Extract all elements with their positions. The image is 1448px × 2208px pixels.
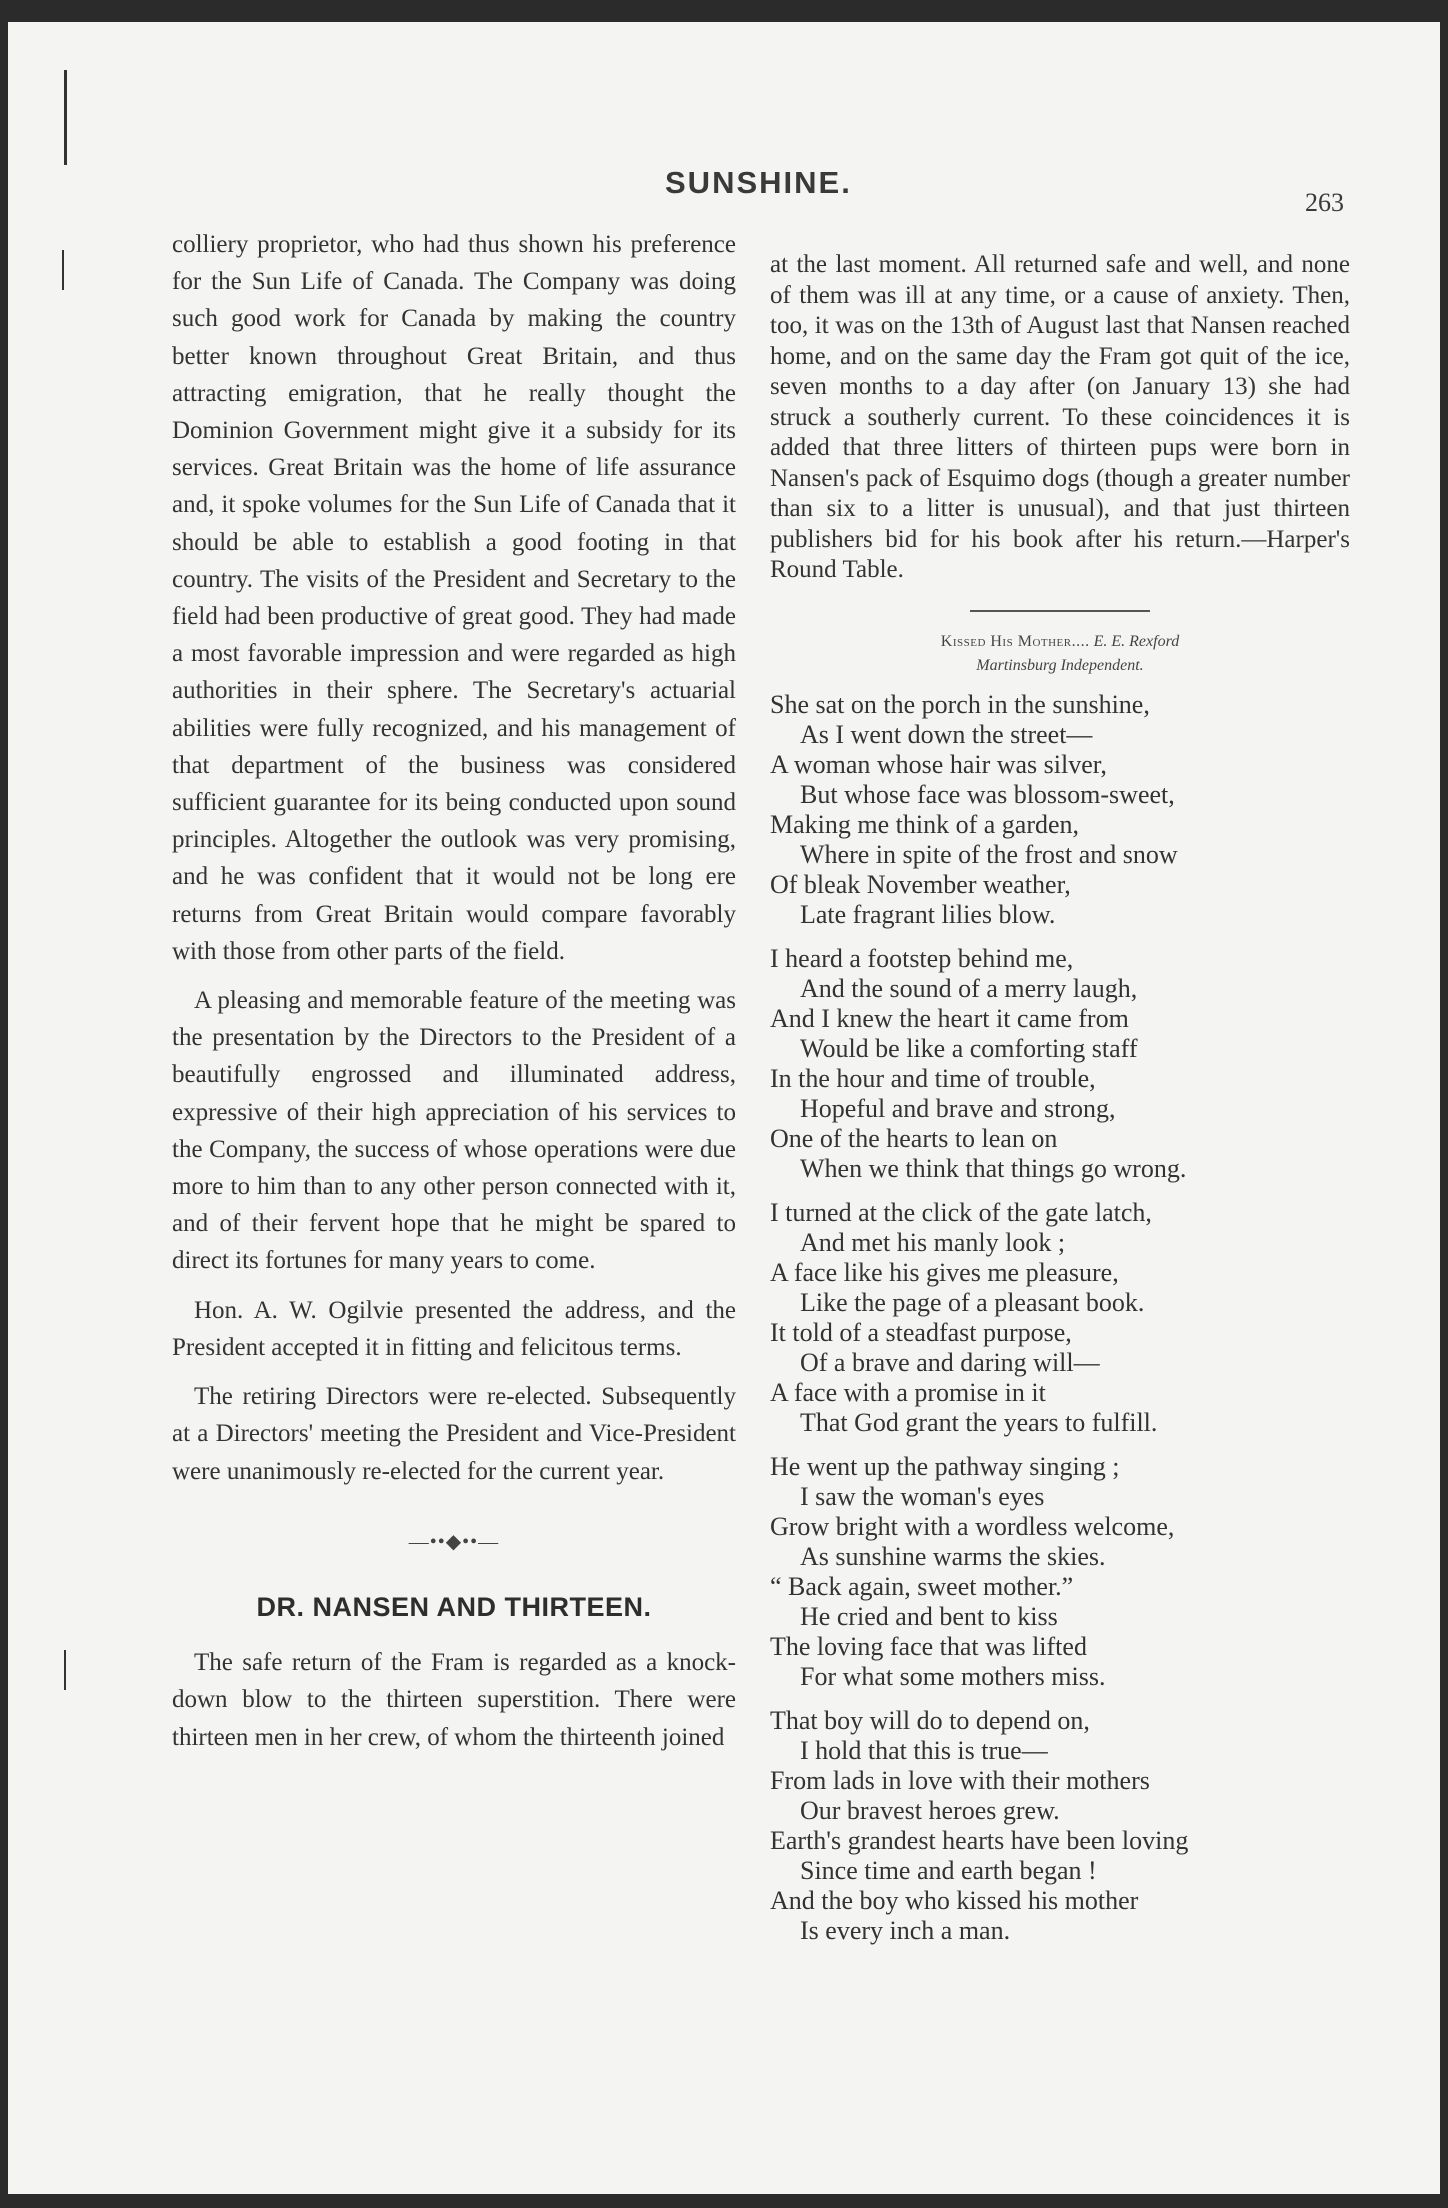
poem-line: Like the page of a pleasant book.	[800, 1287, 1145, 1317]
page-number: 263	[1305, 188, 1344, 217]
poem-line: That boy will do to depend on,	[770, 1705, 1090, 1735]
right-column	[770, 250, 1350, 1960]
section-ornament: —••◆••—	[408, 1530, 500, 1553]
poem-line: I turned at the click of the gate latch,	[770, 1197, 1152, 1227]
poem-line: For what some mothers miss.	[800, 1661, 1106, 1691]
poem-line: Is every inch a man.	[800, 1915, 1011, 1945]
poem-line: In the hour and time of trouble,	[770, 1063, 1096, 1093]
poem-credit	[770, 630, 1350, 678]
poem-line: Late fragrant lilies blow.	[800, 899, 1056, 929]
section-heading: DR. NANSEN AND THIRTEEN.	[256, 1591, 652, 1622]
poem-line: “ Back again, sweet mother.”	[770, 1571, 1074, 1601]
poem-line: Since time and earth began !	[800, 1855, 1097, 1885]
poem-line: Where in spite of the frost and snow	[800, 839, 1178, 869]
poem-line: But whose face was blossom-sweet,	[800, 779, 1175, 809]
poem-line: And met his manly look ;	[800, 1227, 1066, 1257]
poem-line: The loving face that was lifted	[770, 1631, 1087, 1661]
poem-author: E. E. Rexford	[1093, 632, 1180, 650]
poem-line: I saw the woman's eyes	[800, 1481, 1045, 1511]
left-column	[172, 226, 736, 1756]
article-paragraph: colliery proprietor, who had thus shown his preference for the Sun Life of Canada. The Company was doing such good work for Canada by making the country better known throughout Great Britain, and thus attracting emigration, that he really thought the Dominion Government might give it a subsidy for its services. Great Britain was the home of life assurance and, it spoke volumes for the Sun Life of Canada that it should be able to establish a good footing in that country. The visits of the President and Secretary to the field had been productive of great good. They had made a most favorable impression and were regarded as high authorities in their sphere. The Secretary's actuarial abilities were fully recognized, and his management of that department of the business was considered sufficient guarantee for its being conducted upon sound principles. Altogether the outlook was very promising, and he was confident that it would not be long ere returns from Great Britain would compare favorably with those from other parts of the field.	[172, 231, 736, 965]
poem-line: I heard a footstep behind me,	[770, 943, 1074, 973]
poem-line: A face with a promise in it	[770, 1377, 1046, 1407]
poem-line: Of bleak November weather,	[770, 869, 1071, 899]
poem-line: And the boy who kissed his mother	[770, 1885, 1139, 1915]
poem-stanza	[770, 1706, 1350, 1946]
poem-line: Our bravest heroes grew.	[800, 1795, 1060, 1825]
poem	[770, 690, 1350, 1946]
poem-line: From lads in love with their mothers	[770, 1765, 1150, 1795]
poem-line: A face like his gives me pleasure,	[770, 1257, 1119, 1287]
poem-line: A woman whose hair was silver,	[770, 749, 1107, 779]
poem-stanza	[770, 1452, 1350, 1692]
poem-line: Earth's grandest hearts have been loving	[770, 1825, 1189, 1855]
nansen-continued: at the last moment. All returned safe and well, and none of them was ill at any time, or a cause of anxiety. Then, too, it was on the 13th of August last that Nansen reached home, and on the same day the Fram got quit of the ice, seven months to a day after (on January 13) she had struck a southerly current. To these coincidences it is added that three litters of thirteen pups were born in Nansen's pack of Esquimo dogs (though a greater number than six to a litter is unusual), and that just thirteen publishers bid for his book after his return.—Harper's Round Table.	[770, 251, 1350, 583]
poem-line: Would be like a comforting staff	[800, 1033, 1138, 1063]
poem-line: She sat on the porch in the sunshine,	[770, 689, 1150, 719]
page-header-title: SUNSHINE.	[665, 165, 852, 200]
poem-line: As sunshine warms the skies.	[800, 1541, 1106, 1571]
poem-line: It told of a steadfast purpose,	[770, 1317, 1072, 1347]
poem-line: Hopeful and brave and strong,	[800, 1093, 1116, 1123]
poem-line: As I went down the street—	[800, 719, 1093, 749]
poem-line: He cried and bent to kiss	[800, 1601, 1058, 1631]
poem-line: One of the hearts to lean on	[770, 1123, 1058, 1153]
divider-rule	[970, 610, 1150, 612]
poem-line: When we think that things go wrong.	[800, 1153, 1187, 1183]
poem-line: I hold that this is true—	[800, 1735, 1048, 1765]
binding-mark	[64, 70, 67, 165]
poem-title: Kissed His Mother....	[940, 632, 1090, 650]
binding-mark	[62, 250, 64, 290]
poem-line: And I knew the heart it came from	[770, 1003, 1129, 1033]
poem-source: Martinsburg Independent.	[976, 656, 1144, 674]
poem-line: He went up the pathway singing ;	[770, 1451, 1120, 1481]
poem-stanza	[770, 944, 1350, 1184]
poem-line: Of a brave and daring will—	[800, 1347, 1100, 1377]
poem-line: Making me think of a garden,	[770, 809, 1080, 839]
article-paragraph: The retiring Directors were re-elected. Subsequently at a Directors' meeting the President and Vice-President were unanimously re-elected for the current year.	[172, 1383, 736, 1485]
binding-mark	[64, 1650, 66, 1690]
poem-line: That God grant the years to fulfill.	[800, 1407, 1158, 1437]
nansen-intro: The safe return of the Fram is regarded as a knock-down blow to the thirteen superstition. There were thirteen men in her crew, of whom the thirteenth joined	[172, 1649, 736, 1751]
poem-line: Grow bright with a wordless welcome,	[770, 1511, 1175, 1541]
article-paragraph: Hon. A. W. Ogilvie presented the address, and the President accepted it in fitting and felicitous terms.	[172, 1296, 736, 1361]
poem-line: And the sound of a merry laugh,	[800, 973, 1138, 1003]
poem-stanza	[770, 1198, 1350, 1438]
article-paragraph: A pleasing and memorable feature of the meeting was the presentation by the Directors to the President of a beautifully engrossed and illuminated address, expressive of their high appreciation of his services to the Company, the success of whose operations were due more to him than to any other person connected with it, and of their fervent hope that he might be spared to direct its fortunes for many years to come.	[172, 987, 736, 1275]
poem-stanza	[770, 690, 1350, 930]
